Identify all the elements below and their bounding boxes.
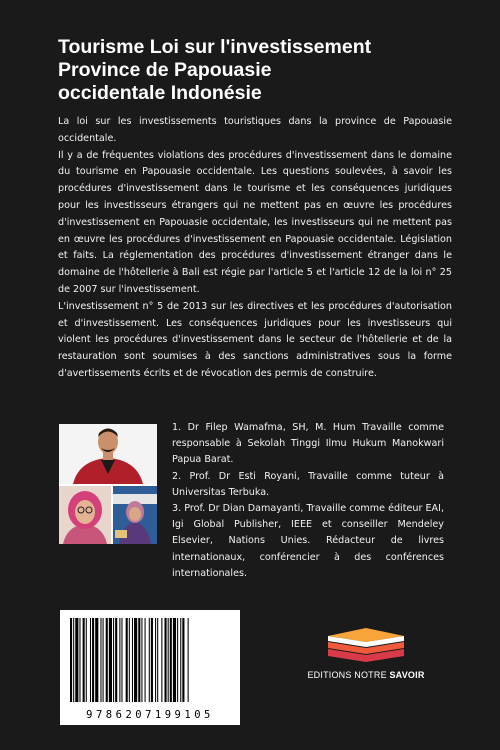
author-bio-1: 1. Dr Filep Wamafma, SH, M. Hum Travaille comme responsable à Sekolah Tinggi Ilmu Hukum Manokwari Papua Barat. — [172, 422, 444, 466]
barcode-bar — [70, 618, 72, 702]
barcode-bar — [149, 618, 150, 702]
barcode-bar — [188, 618, 189, 702]
barcode-bar — [180, 618, 181, 702]
barcode-bar — [177, 618, 178, 702]
author-photo-3 — [113, 486, 157, 544]
barcode-bar — [109, 618, 112, 702]
barcode-bar — [113, 618, 114, 702]
description-paragraph-3: L'investissement n° 5 de 2013 sur les directives et les procédures d'autorisation et d'investissement. Les conséquences juridiques pour les investisseurs qui violent les procédures d'investissement dans le secteur de l'hôtellerie et de la restauration sont soumises à des sanctions administratives sous la forme d'avertissements écrits et de révocation des permis de construire. — [58, 300, 452, 379]
title-line-2: Province de Papouasie — [58, 59, 272, 81]
barcode-bar — [161, 618, 162, 702]
barcode-bar — [155, 618, 156, 702]
book-stack-logo-icon — [316, 624, 416, 668]
barcode-bar — [151, 618, 153, 702]
barcode-bar — [90, 618, 91, 702]
isbn-barcode — [60, 610, 240, 725]
author-bio-2: 2. Prof. Dr Esti Royani, Travaille comme tuteur à Universitas Terbuka. — [172, 470, 444, 498]
author-photo-2 — [59, 486, 111, 544]
barcode-bar — [100, 618, 101, 702]
author-photos — [59, 424, 157, 544]
barcode-bar — [182, 618, 184, 702]
barcode-bar — [75, 618, 78, 702]
author-photo-1 — [59, 424, 157, 484]
barcode-bar — [92, 618, 94, 702]
barcode-bar — [79, 618, 80, 702]
author-bios — [172, 420, 444, 582]
barcode-bar — [170, 618, 172, 702]
barcode-bar — [106, 618, 108, 702]
title-line-1: Tourisme Loi sur l'investissement — [58, 36, 372, 58]
description-paragraph-2: Il y a de fréquentes violations des procédures d'investissement dans le domaine du tourisme en Papouasie occidentale. Les questions soulevées, à savoir les procédures d'investissement dans le tourisme et les conséquences juridiques pour les investisseurs étrangers qui ne mettent pas en œuvre les procédures d'investissement en Papouasie occidentale, les investisseurs qui ne mettent pas en œuvre les procédures d'investissement en Papouasie occidentale. Législation et faits. La réglementation des procédures d'investissement étranger dans le domaine de l'hôtellerie à Bali est régie par l'article 5 et l'article 12 de la loi n° 25 de 2007 sur l'investissement. — [58, 149, 452, 295]
publisher-logo — [316, 624, 416, 694]
isbn-number: 9786207199105 — [86, 709, 214, 721]
barcode-bar — [173, 618, 176, 702]
barcode-bar — [165, 618, 167, 702]
barcode-bar — [141, 618, 142, 702]
barcode-bar — [121, 618, 122, 702]
barcode-icon — [68, 618, 232, 702]
barcode-bar — [73, 618, 74, 702]
barcode-bar — [132, 618, 133, 702]
barcode-bar — [134, 618, 137, 702]
barcode-bar — [168, 618, 169, 702]
barcode-bar — [103, 618, 104, 702]
barcode-bar — [86, 618, 87, 702]
barcode-bar — [126, 618, 128, 702]
book-title — [58, 36, 458, 105]
barcode-bar — [129, 618, 130, 702]
barcode-bar — [157, 618, 158, 702]
back-cover-description — [58, 114, 452, 383]
barcode-bar — [115, 618, 117, 702]
barcode-bar — [138, 618, 140, 702]
barcode-bar — [119, 618, 120, 702]
title-line-3: occidentale Indonésie — [58, 82, 262, 104]
barcode-bar — [95, 618, 98, 702]
barcode-bar — [83, 618, 85, 702]
publisher-name-regular: EDITIONS NOTRE — [307, 670, 390, 680]
description-paragraph-1: La loi sur les investissements touristiques dans la province de Papouasie occidentale. — [58, 116, 452, 144]
publisher-name — [286, 670, 446, 680]
barcode-bar — [145, 618, 146, 702]
publisher-name-bold: SAVOIR — [389, 670, 425, 680]
author-bio-3: 3. Prof. Dr Dian Damayanti, Travaille comme éditeur EAI, Igi Global Publisher, IEEE et conseiller Mendeley Elsevier, Nations Unies. Rédacteur de livres internationaux, conférencier à des conférences internationales. — [172, 503, 444, 579]
